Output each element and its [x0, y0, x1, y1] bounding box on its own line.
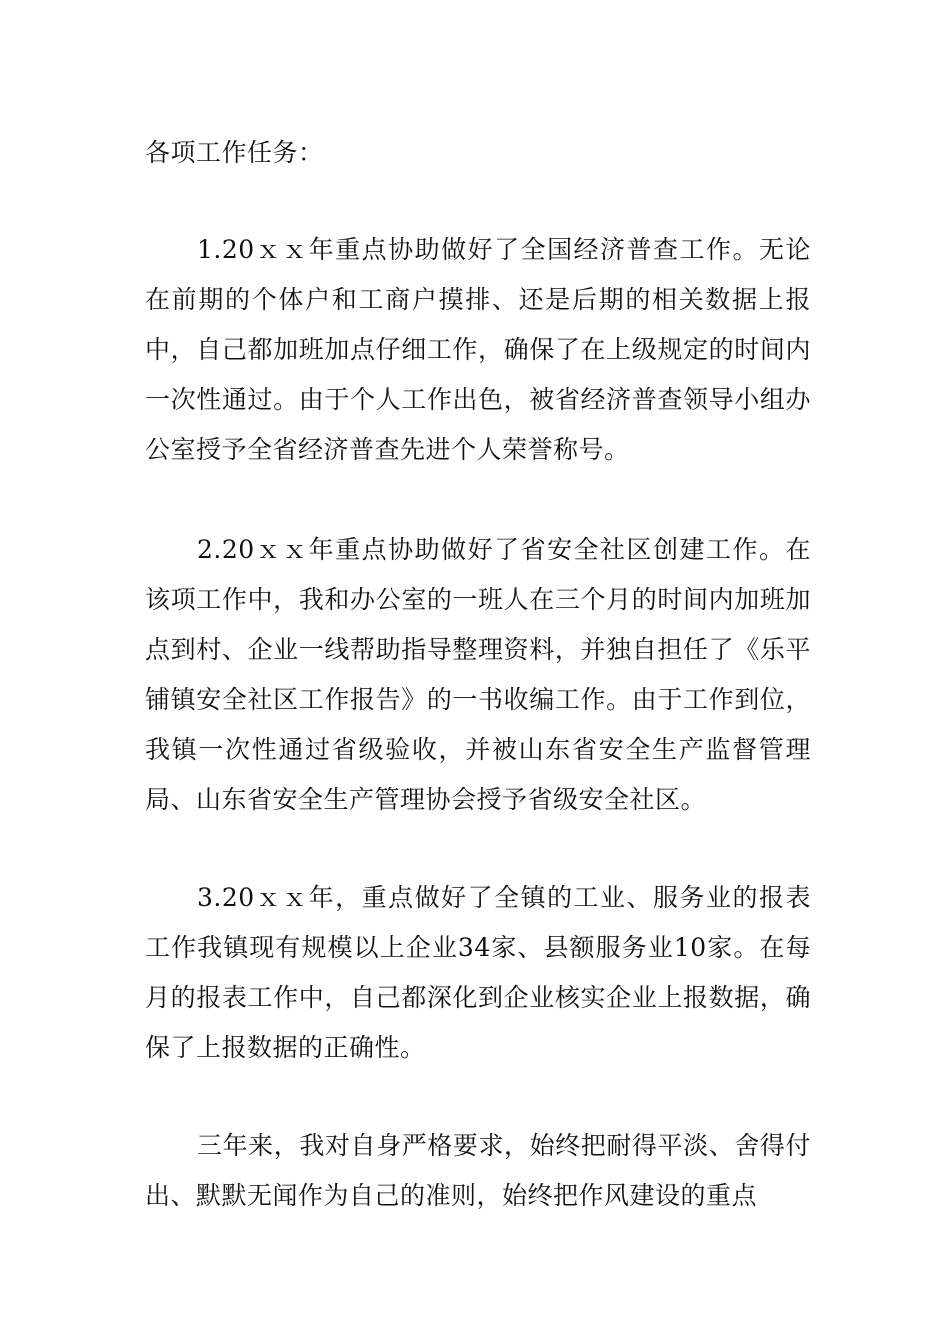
- paragraph-item-1: 1.20ｘｘ年重点协助做好了全国经济普查工作。无论在前期的个体户和工商户摸排、还是后期的相关数据上报中，自己都加班加点仔细工作，确保了在上级规定的时间内一次性通过。由于个人工作出色，被省经济普查领导小组办公室授予全省经济普查先进个人荣誉称号。: [145, 235, 811, 464]
- closing-paragraph: 三年来，我对自身严格要求，始终把耐得平淡、舍得付出、默默无闻作为自己的准则，始终把作风建设的重点: [145, 1131, 811, 1210]
- paragraph-item-3: 3.20ｘｘ年，重点做好了全镇的工业、服务业的报表工作我镇现有规模以上企业34家、县额服务业10家。在每月的报表工作中，自己都深化到企业核实企业上报数据，确保了上报数据的正确性。: [145, 883, 811, 1062]
- intro-paragraph: 各项工作任务：: [145, 138, 324, 167]
- paragraph-item-2: 2.20ｘｘ年重点协助做好了省安全社区创建工作。在该项工作中，我和办公室的一班人在三个月的时间内加班加点到村、企业一线帮助指导整理资料，并独自担任了《乐平铺镇安全社区工作报告》的一书收编工作。由于工作到位，我镇一次性通过省级验收，并被山东省安全生产监督管理局、山东省安全生产管理协会授予省级安全社区。: [145, 535, 811, 814]
